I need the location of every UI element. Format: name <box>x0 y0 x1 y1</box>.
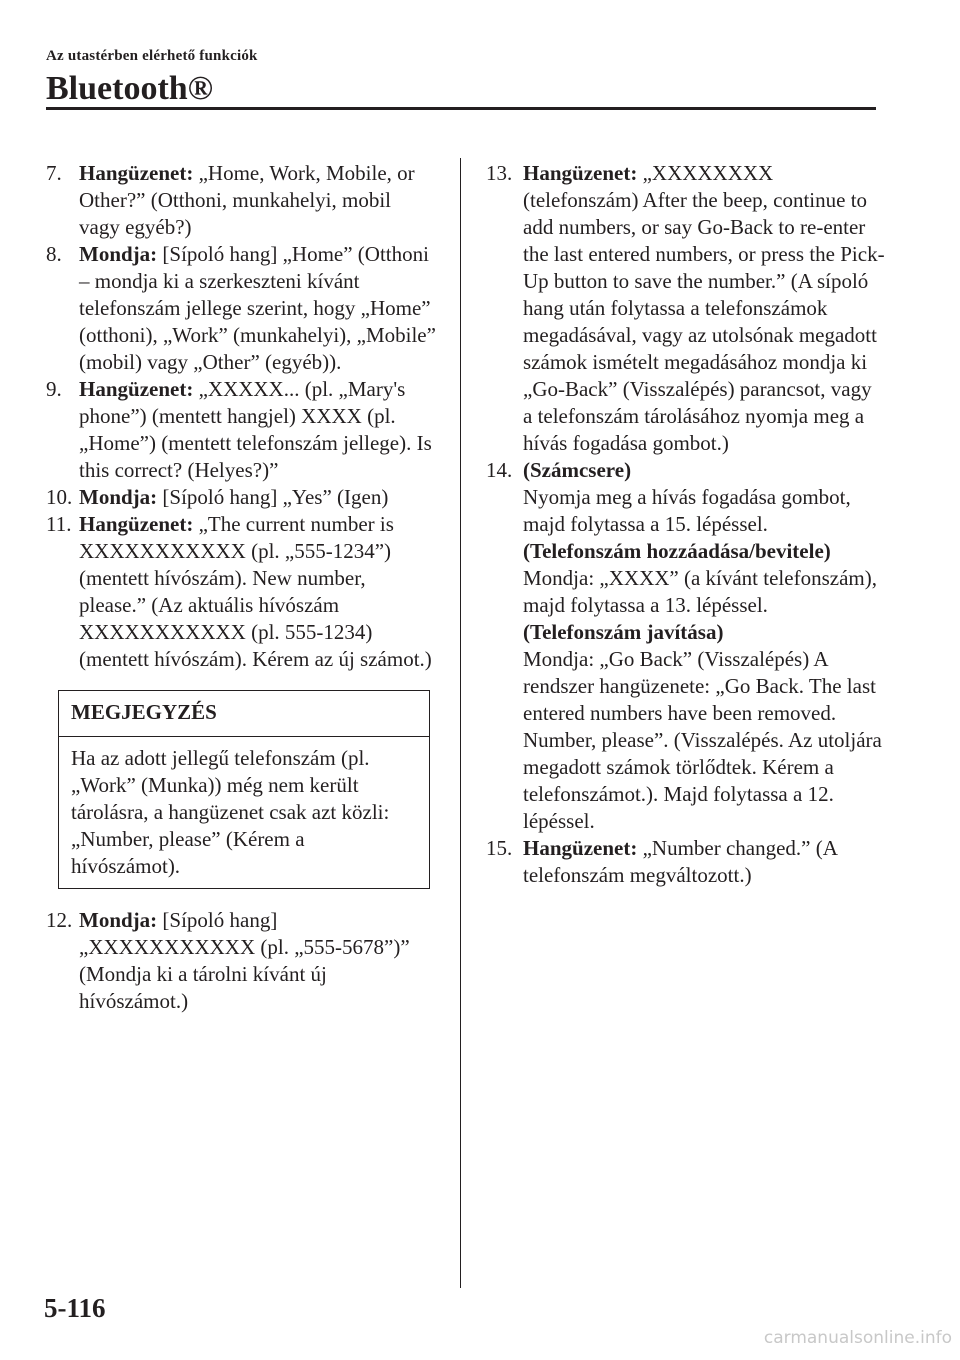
step-body <box>79 241 436 376</box>
step-number: 7. <box>46 161 62 185</box>
step-number: 8. <box>46 242 62 266</box>
step-body <box>79 376 436 484</box>
page-number: 5-116 <box>44 1293 106 1323</box>
step-text: Nyomja meg a hívás fogadása gombot, majd folytassa a 15. lépéssel. <box>523 485 851 536</box>
subheading-correct-number: (Telefonszám javítása) <box>523 620 724 644</box>
subheading-add-number: (Telefonszám hozzáadása/bevitele) <box>523 539 831 563</box>
note-box <box>58 690 430 889</box>
note-heading: MEGJEGYZÉS <box>59 691 429 737</box>
step-number: 10. <box>46 485 73 509</box>
step-body <box>79 511 436 673</box>
step-12 <box>46 907 436 1015</box>
header-rule <box>46 107 876 110</box>
step-number: 13. <box>486 161 513 185</box>
page-title: Bluetooth® <box>46 70 214 107</box>
step-15 <box>486 835 886 889</box>
step-number: 14. <box>486 458 513 482</box>
step-8 <box>46 241 436 376</box>
right-column <box>486 160 886 889</box>
step-label: Hangüzenet: <box>79 161 194 185</box>
step-text: [Sípoló hang] „Yes” (Igen) <box>157 485 389 509</box>
step-label: Hangüzenet: <box>79 377 194 401</box>
step-body <box>79 907 436 1015</box>
page-header <box>46 48 258 108</box>
step-text: „XXXXXXXX (telefonszám) After the beep, continue to add numbers, or say Go-Back to re-enter the last entered numbers, or press the Pick-Up button to save the number.” (A sípoló hang után folytassa a telefonszámok megadásával, vagy az utolsónak megadott számok ismételt megadásához mondja ki „Go-Back” (Visszalépés) parancsot, vagy a telefonszám tárolásához nyomja meg a hívás fogadása gombot.) <box>523 161 885 455</box>
step-body <box>523 835 886 889</box>
step-body <box>523 457 886 835</box>
note-text: Ha az adott jellegű telefonszám (pl. „Work” (Munka)) még nem került tárolásra, a hangüzenet csak azt közli: „Number, please” (Kérem a hívószámot). <box>71 746 390 878</box>
step-text: [Sípoló hang] „XXXXXXXXXXX (pl. „555-5678”)” (Mondja ki a tárolni kívánt új hívószámot.) <box>79 908 410 1013</box>
step-10 <box>46 484 436 511</box>
step-text: [Sípoló hang] „Home” (Otthoni – mondja ki a szerkeszteni kívánt telefonszám jellege szerint, hogy „Home” (otthoni), „Work” (munkahelyi), „Mobile” (mobil) vagy „Other” (egyéb)). <box>79 242 436 374</box>
step-text: „Home, Work, Mobile, or Other?” (Otthoni, munkahelyi, mobil vagy egyéb?) <box>79 161 415 239</box>
step-body <box>79 484 436 511</box>
step-body <box>523 160 886 457</box>
step-13 <box>486 160 886 457</box>
step-text: Mondja: „XXXX” (a kívánt telefonszám), majd folytassa a 13. lépéssel. <box>523 566 877 617</box>
section-title: Az utastérben elérhető funkciók <box>46 48 258 64</box>
watermark: carmanualsonline.info <box>763 1328 952 1348</box>
step-label: Hangüzenet: <box>79 512 194 536</box>
step-body <box>79 160 436 241</box>
step-9 <box>46 376 436 484</box>
step-text: „Number changed.” (A telefonszám megváltozott.) <box>523 836 837 887</box>
step-label: Hangüzenet: <box>523 836 638 860</box>
step-number: 12. <box>46 908 73 932</box>
column-divider <box>460 158 461 1288</box>
step-14 <box>486 457 886 835</box>
step-text: Mondja: „Go Back” (Visszalépés) A rendszer hangüzenete: „Go Back. The last entered numbers have been removed. Number, please”. (Visszalépés. Az utoljára megadott számok törlődtek. Kérem a telefonszámot.). Majd folytassa a 12. lépéssel. <box>523 647 882 833</box>
step-number: 11. <box>46 512 72 536</box>
step-label: (Számcsere) <box>523 458 632 482</box>
step-label: Mondja: <box>79 908 158 932</box>
left-column <box>46 160 436 1015</box>
step-text: „XXXXX... (pl. „Mary's phone”) (mentett hangjel) XXXX (pl. „Home”) (mentett telefonszám jellege). Is this correct? (Helyes?)” <box>79 377 432 482</box>
step-11 <box>46 511 436 673</box>
step-label: Mondja: <box>79 242 158 266</box>
step-7 <box>46 160 436 241</box>
step-number: 15. <box>486 836 513 860</box>
step-label: Mondja: <box>79 485 158 509</box>
step-number: 9. <box>46 377 62 401</box>
step-text: „The current number is XXXXXXXXXXX (pl. „555-1234”) (mentett hívószám). New number, please.” (Az aktuális hívószám XXXXXXXXXXX (pl. 555-1234) (mentett hívószám). Kérem az új számot.) <box>79 512 432 671</box>
step-label: Hangüzenet: <box>523 161 638 185</box>
